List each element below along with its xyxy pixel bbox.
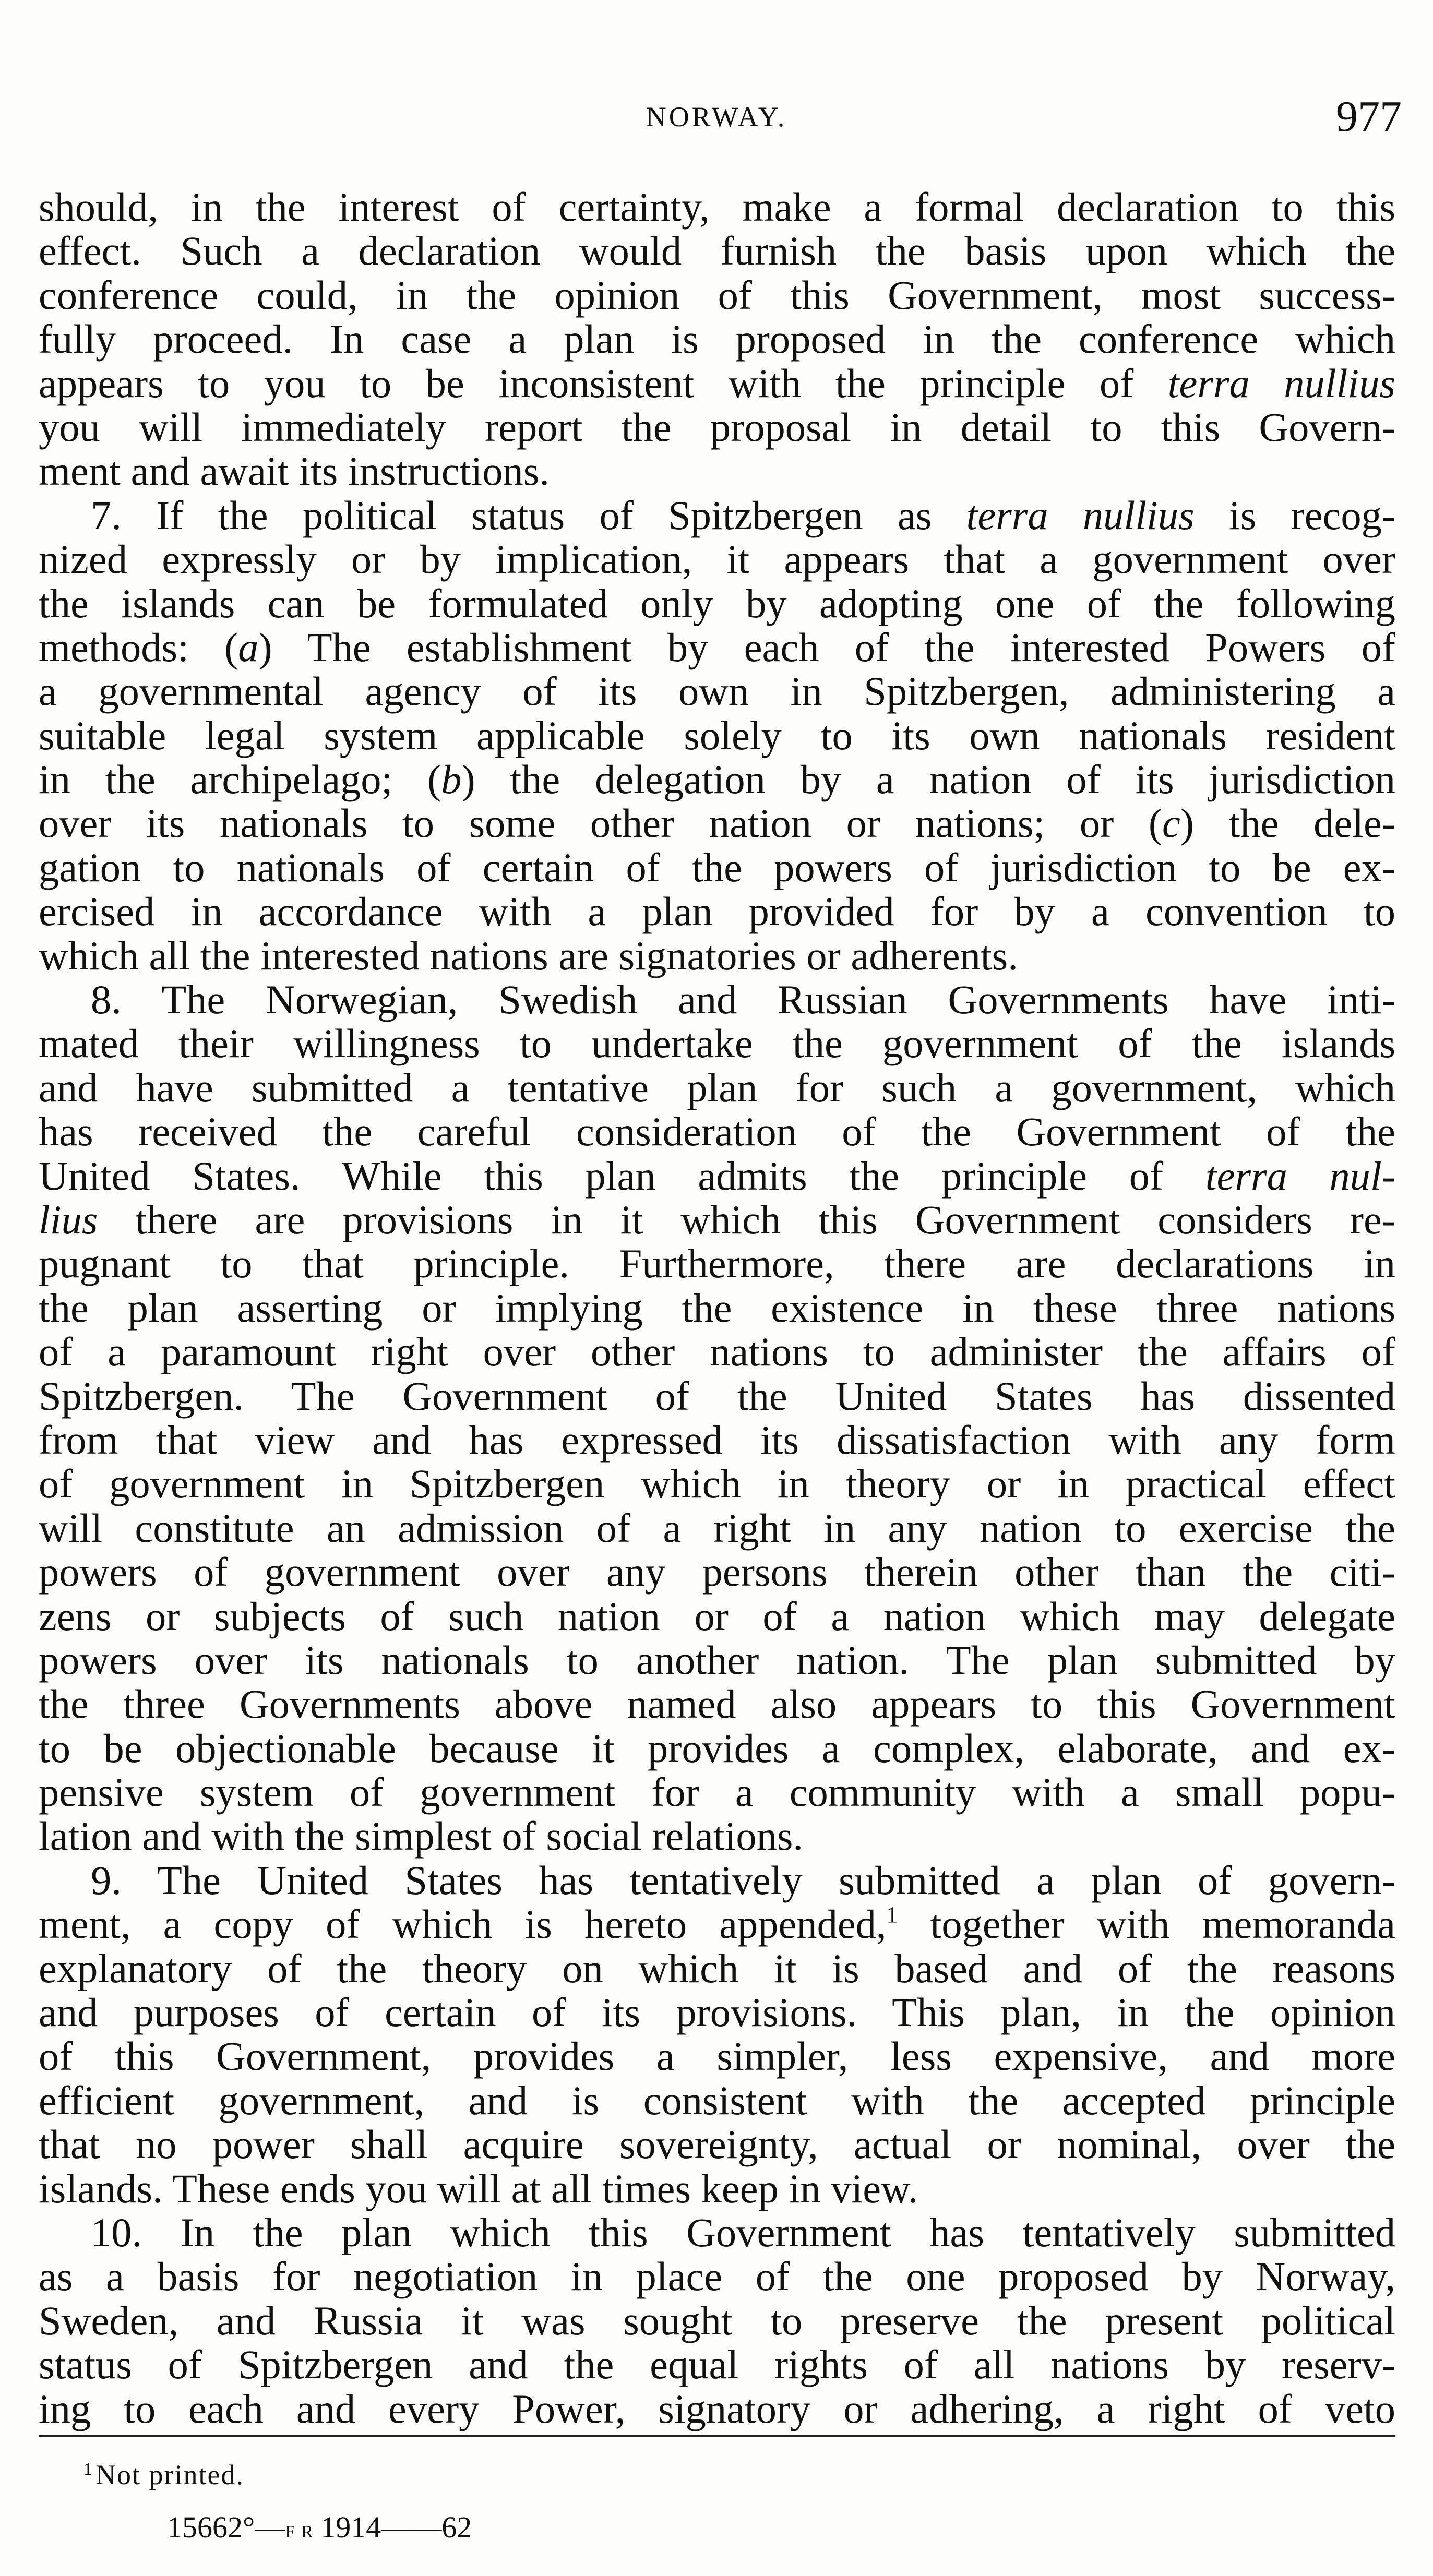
italic-term: terra nullius (966, 492, 1195, 538)
text-line-23: United States. While this plan admits the principle of terra nul- (39, 1153, 1395, 1199)
text-line-38: lation and with the simplest of social relations. (39, 1813, 804, 1859)
text-line-11: methods: (a) The establishment by each of the interested Powers of (39, 624, 1395, 670)
text-line-26: the plan asserting or implying the existence in these three nations (39, 1285, 1395, 1331)
footnote-reference[interactable]: 1 (886, 1902, 898, 1928)
text-line-15: over its nationals to some other nation or nations; or (c) the dele- (39, 800, 1395, 846)
text-line-29: from that view and has expressed its dissatisfaction with any form (39, 1417, 1395, 1463)
text-line-20: mated their willingness to undertake the government of the islands (39, 1021, 1395, 1067)
text-line-8: 7. If the political status of Spitzbergen as terra nullius is recog- (91, 492, 1395, 538)
text-line-7: ment and await its instructions. (39, 448, 550, 494)
text-line-39: 9. The United States has tentatively submitted a plan of govern- (91, 1857, 1395, 1903)
text-line-4: fully proceed. In case a plan is proposed in the conference which (39, 316, 1395, 362)
text-line-34: powers over its nationals to another nation. The plan submitted by (39, 1637, 1395, 1683)
text-line-27: of a paramount right over other nations to administer the affairs of (39, 1329, 1395, 1375)
footnote-text: Not printed. (95, 2459, 244, 2490)
page-number: 977 (1336, 92, 1402, 141)
text-line-9: nized expressly or by implication, it appears that a government over (39, 536, 1395, 582)
text-line-31: will constitute an admission of a right in any nation to exercise the (39, 1505, 1395, 1551)
text-line-51: ing to each and every Power, signatory or adhering, a right of veto (39, 2386, 1395, 2431)
text-line-37: pensive system of government for a community with a small popu- (39, 1769, 1395, 1815)
text-line-28: Spitzbergen. The Government of the United States has dissented (39, 1373, 1395, 1419)
footnote-marker: 1 (83, 2460, 93, 2479)
text-line-46: islands. These ends you will at all times keep in view. (39, 2165, 918, 2211)
text-line-41: explanatory of the theory on which it is based and of the reasons (39, 1945, 1395, 1991)
footnote (83, 2459, 244, 2491)
text-line-49: Sweden, and Russia it was sought to preserve the present political (39, 2297, 1395, 2343)
text-line-47: 10. In the plan which this Government has tentatively submitted (91, 2209, 1395, 2255)
text-line-36: to be objectionable because it provides a complex, elaborate, and ex- (39, 1725, 1395, 1771)
text-line-50: status of Spitzbergen and the equal rights of all nations by reserv- (39, 2342, 1395, 2388)
text-line-10: the islands can be formulated only by adopting one of the following (39, 580, 1395, 626)
text-line-16: gation to nationals of certain of the powers of jurisdiction to be ex- (39, 844, 1395, 890)
text-line-19: 8. The Norwegian, Swedish and Russian Governments have inti- (91, 977, 1395, 1023)
italic-term: terra nullius (1167, 360, 1395, 406)
text-line-6: you will immediately report the proposal in detail to this Govern- (39, 404, 1395, 450)
italic-letter: a (238, 624, 259, 670)
body-text (39, 185, 1395, 2431)
text-line-42: and purposes of certain of its provisions. This plan, in the opinion (39, 1990, 1395, 2035)
text-line-1: should, in the interest of certainty, make a formal declaration to this (39, 184, 1395, 230)
italic-letter: b (441, 757, 462, 802)
text-line-12: a governmental agency of its own in Spitzbergen, administering a (39, 668, 1395, 714)
footnote-divider (39, 2435, 1395, 2437)
italic-term: lius (39, 1196, 98, 1242)
text-line-43: of this Government, provides a simpler, less expensive, and more (39, 2033, 1395, 2079)
text-line-44: efficient government, and is consistent with the accepted principle (39, 2077, 1395, 2123)
text-line-25: pugnant to that principle. Furthermore, there are declarations in (39, 1241, 1395, 1287)
text-line-32: powers of government over any persons therein other than the citi- (39, 1549, 1395, 1595)
text-line-2: effect. Such a declaration would furnish the basis upon which the (39, 228, 1395, 274)
italic-term: terra nul- (1205, 1153, 1395, 1199)
text-line-14: in the archipelago; (b) the delegation by a nation of its jurisdiction (39, 757, 1395, 802)
text-line-21: and have submitted a tentative plan for such a government, which (39, 1064, 1395, 1110)
text-line-45: that no power shall acquire sovereignty, actual or nominal, over the (39, 2122, 1395, 2167)
italic-letter: c (1162, 800, 1180, 846)
text-line-30: of government in Spitzbergen which in theory or in practical effect (39, 1461, 1395, 1507)
text-line-22: has received the careful consideration of the Government of the (39, 1109, 1395, 1155)
text-line-5: appears to you to be inconsistent with the principle of terra nullius (39, 360, 1395, 406)
running-title: NORWAY. (646, 101, 787, 133)
printer-signature: 15662°—f r 1914——62 (167, 2510, 472, 2544)
text-line-18: which all the interested nations are signatories or adherents. (39, 932, 1018, 978)
text-line-40: ment, a copy of which is hereto appended,$^1$ together with memoranda (39, 1901, 1396, 1947)
running-header (0, 91, 1433, 149)
text-line-33: zens or subjects of such nation or of a nation which may delegate (39, 1593, 1395, 1639)
text-line-35: the three Governments above named also appears to this Government (39, 1681, 1395, 1727)
text-line-17: ercised in accordance with a plan provided for by a convention to (39, 889, 1395, 934)
text-line-24: lius there are provisions in it which this Government considers re- (39, 1196, 1395, 1242)
text-line-13: suitable legal system applicable solely to its own nationals resident (39, 712, 1395, 758)
text-line-48: as a basis for negotiation in place of the one proposed by Norway, (39, 2254, 1395, 2299)
text-line-3: conference could, in the opinion of this Government, most success- (39, 272, 1395, 318)
